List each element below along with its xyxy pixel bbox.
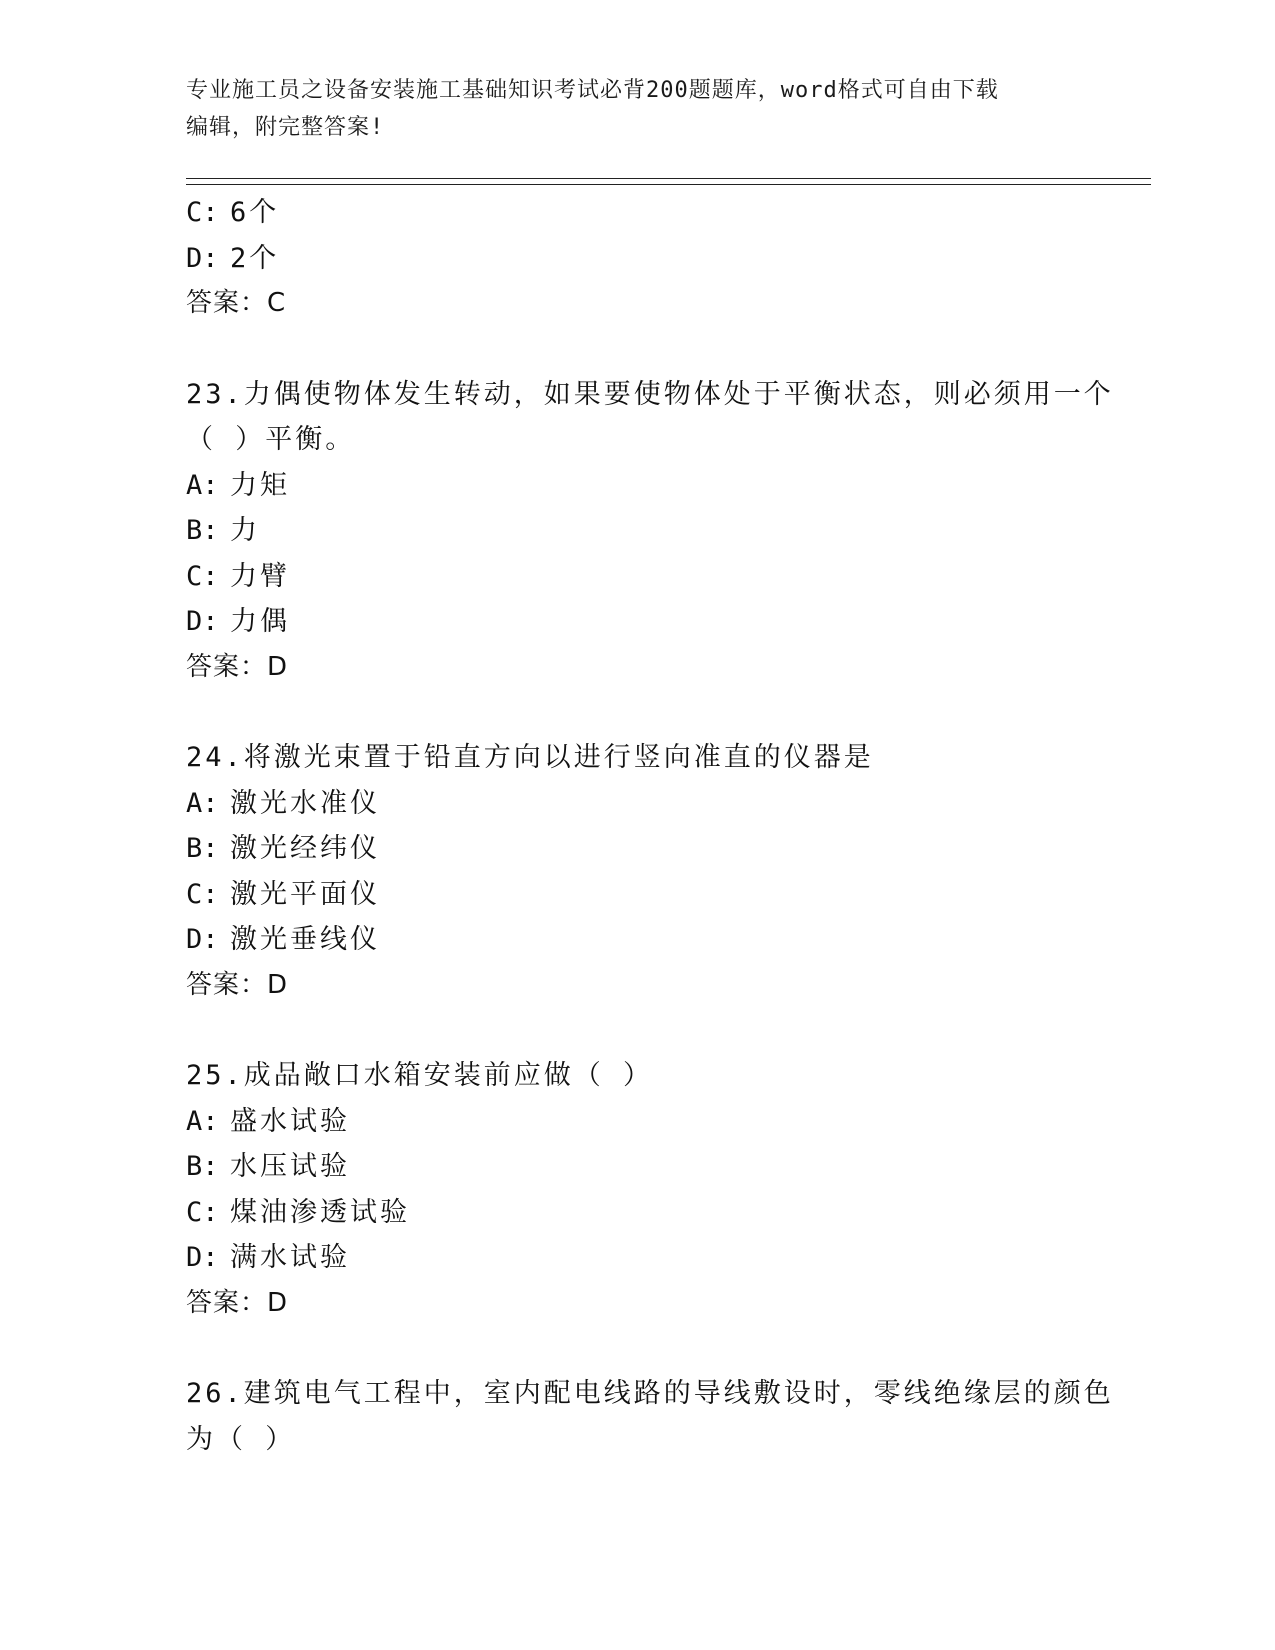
option-letter: C: (186, 197, 219, 228)
option-text: 水压试验 (230, 1151, 350, 1182)
option-b (186, 1144, 1151, 1190)
option-text: 力偶 (230, 606, 290, 637)
option-letter: D: (186, 242, 219, 274)
option-letter: A: (186, 1105, 219, 1137)
option-letter: B: (186, 515, 219, 546)
option-text: 2个 (230, 242, 280, 274)
spacer (186, 690, 1151, 735)
option-a (186, 781, 1151, 827)
spacer (186, 327, 1151, 372)
option-text: 力矩 (230, 469, 290, 501)
answer-line: 答案：C (186, 288, 287, 318)
option-d (186, 1235, 1151, 1281)
spacer (186, 1008, 1151, 1053)
document-header (186, 72, 1086, 146)
option-a (186, 463, 1151, 509)
option-b (186, 826, 1151, 872)
option-c (186, 1190, 1151, 1236)
header-divider-top (186, 178, 1151, 179)
question-stem: 为（ ） (186, 1423, 296, 1455)
answer-line: 答案：D (186, 1287, 289, 1318)
header-title-line-2: 编辑，附完整答案! (186, 115, 385, 140)
option-b (186, 508, 1151, 554)
option-text: 力 (230, 515, 260, 546)
question-stem: （ ）平衡。 (186, 424, 356, 455)
option-c (186, 554, 1151, 600)
option-letter: D: (186, 924, 219, 955)
option-letter: D: (186, 606, 219, 637)
option-d (186, 599, 1151, 645)
question-stem: 24.将激光束置于铅直方向以进行竖向准直的仪器是 (186, 742, 874, 773)
header-title-line-1: 专业施工员之设备安装施工基础知识考试必背200题题库，word格式可自由下载 (186, 78, 999, 103)
option-text: 激光垂线仪 (230, 924, 380, 955)
option-text: 激光平面仪 (230, 878, 380, 910)
answer-line: 答案：D (186, 651, 289, 682)
option-text: 煤油渗透试验 (230, 1196, 410, 1228)
option-text: 满水试验 (230, 1242, 350, 1273)
option-letter: C: (186, 560, 219, 592)
option-d (186, 236, 1151, 282)
question-stem: 26.建筑电气工程中，室内配电线路的导线敷设时，零线绝缘层的颜色 (186, 1378, 1114, 1409)
question-list (186, 190, 1151, 1462)
option-letter: A: (186, 787, 219, 819)
option-c (186, 872, 1151, 918)
spacer (186, 1326, 1151, 1371)
option-letter: C: (186, 1196, 219, 1228)
option-letter: D: (186, 1242, 219, 1273)
option-text: 6个 (230, 197, 280, 228)
option-letter: A: (186, 469, 219, 501)
option-letter: B: (186, 833, 219, 864)
option-c (186, 190, 1151, 236)
header-divider-bottom (186, 184, 1151, 185)
question-stem: 25.成品敞口水箱安装前应做（ ） (186, 1060, 654, 1091)
option-text: 激光水准仪 (230, 787, 380, 819)
answer-line: 答案：D (186, 969, 289, 1000)
option-letter: B: (186, 1151, 219, 1182)
question-stem: 23.力偶使物体发生转动，如果要使物体处于平衡状态，则必须用一个 (186, 378, 1114, 410)
option-a (186, 1099, 1151, 1145)
option-text: 盛水试验 (230, 1105, 350, 1137)
option-text: 激光经纬仪 (230, 833, 380, 864)
option-d (186, 917, 1151, 963)
option-letter: C: (186, 878, 219, 910)
option-text: 力臂 (230, 560, 290, 592)
